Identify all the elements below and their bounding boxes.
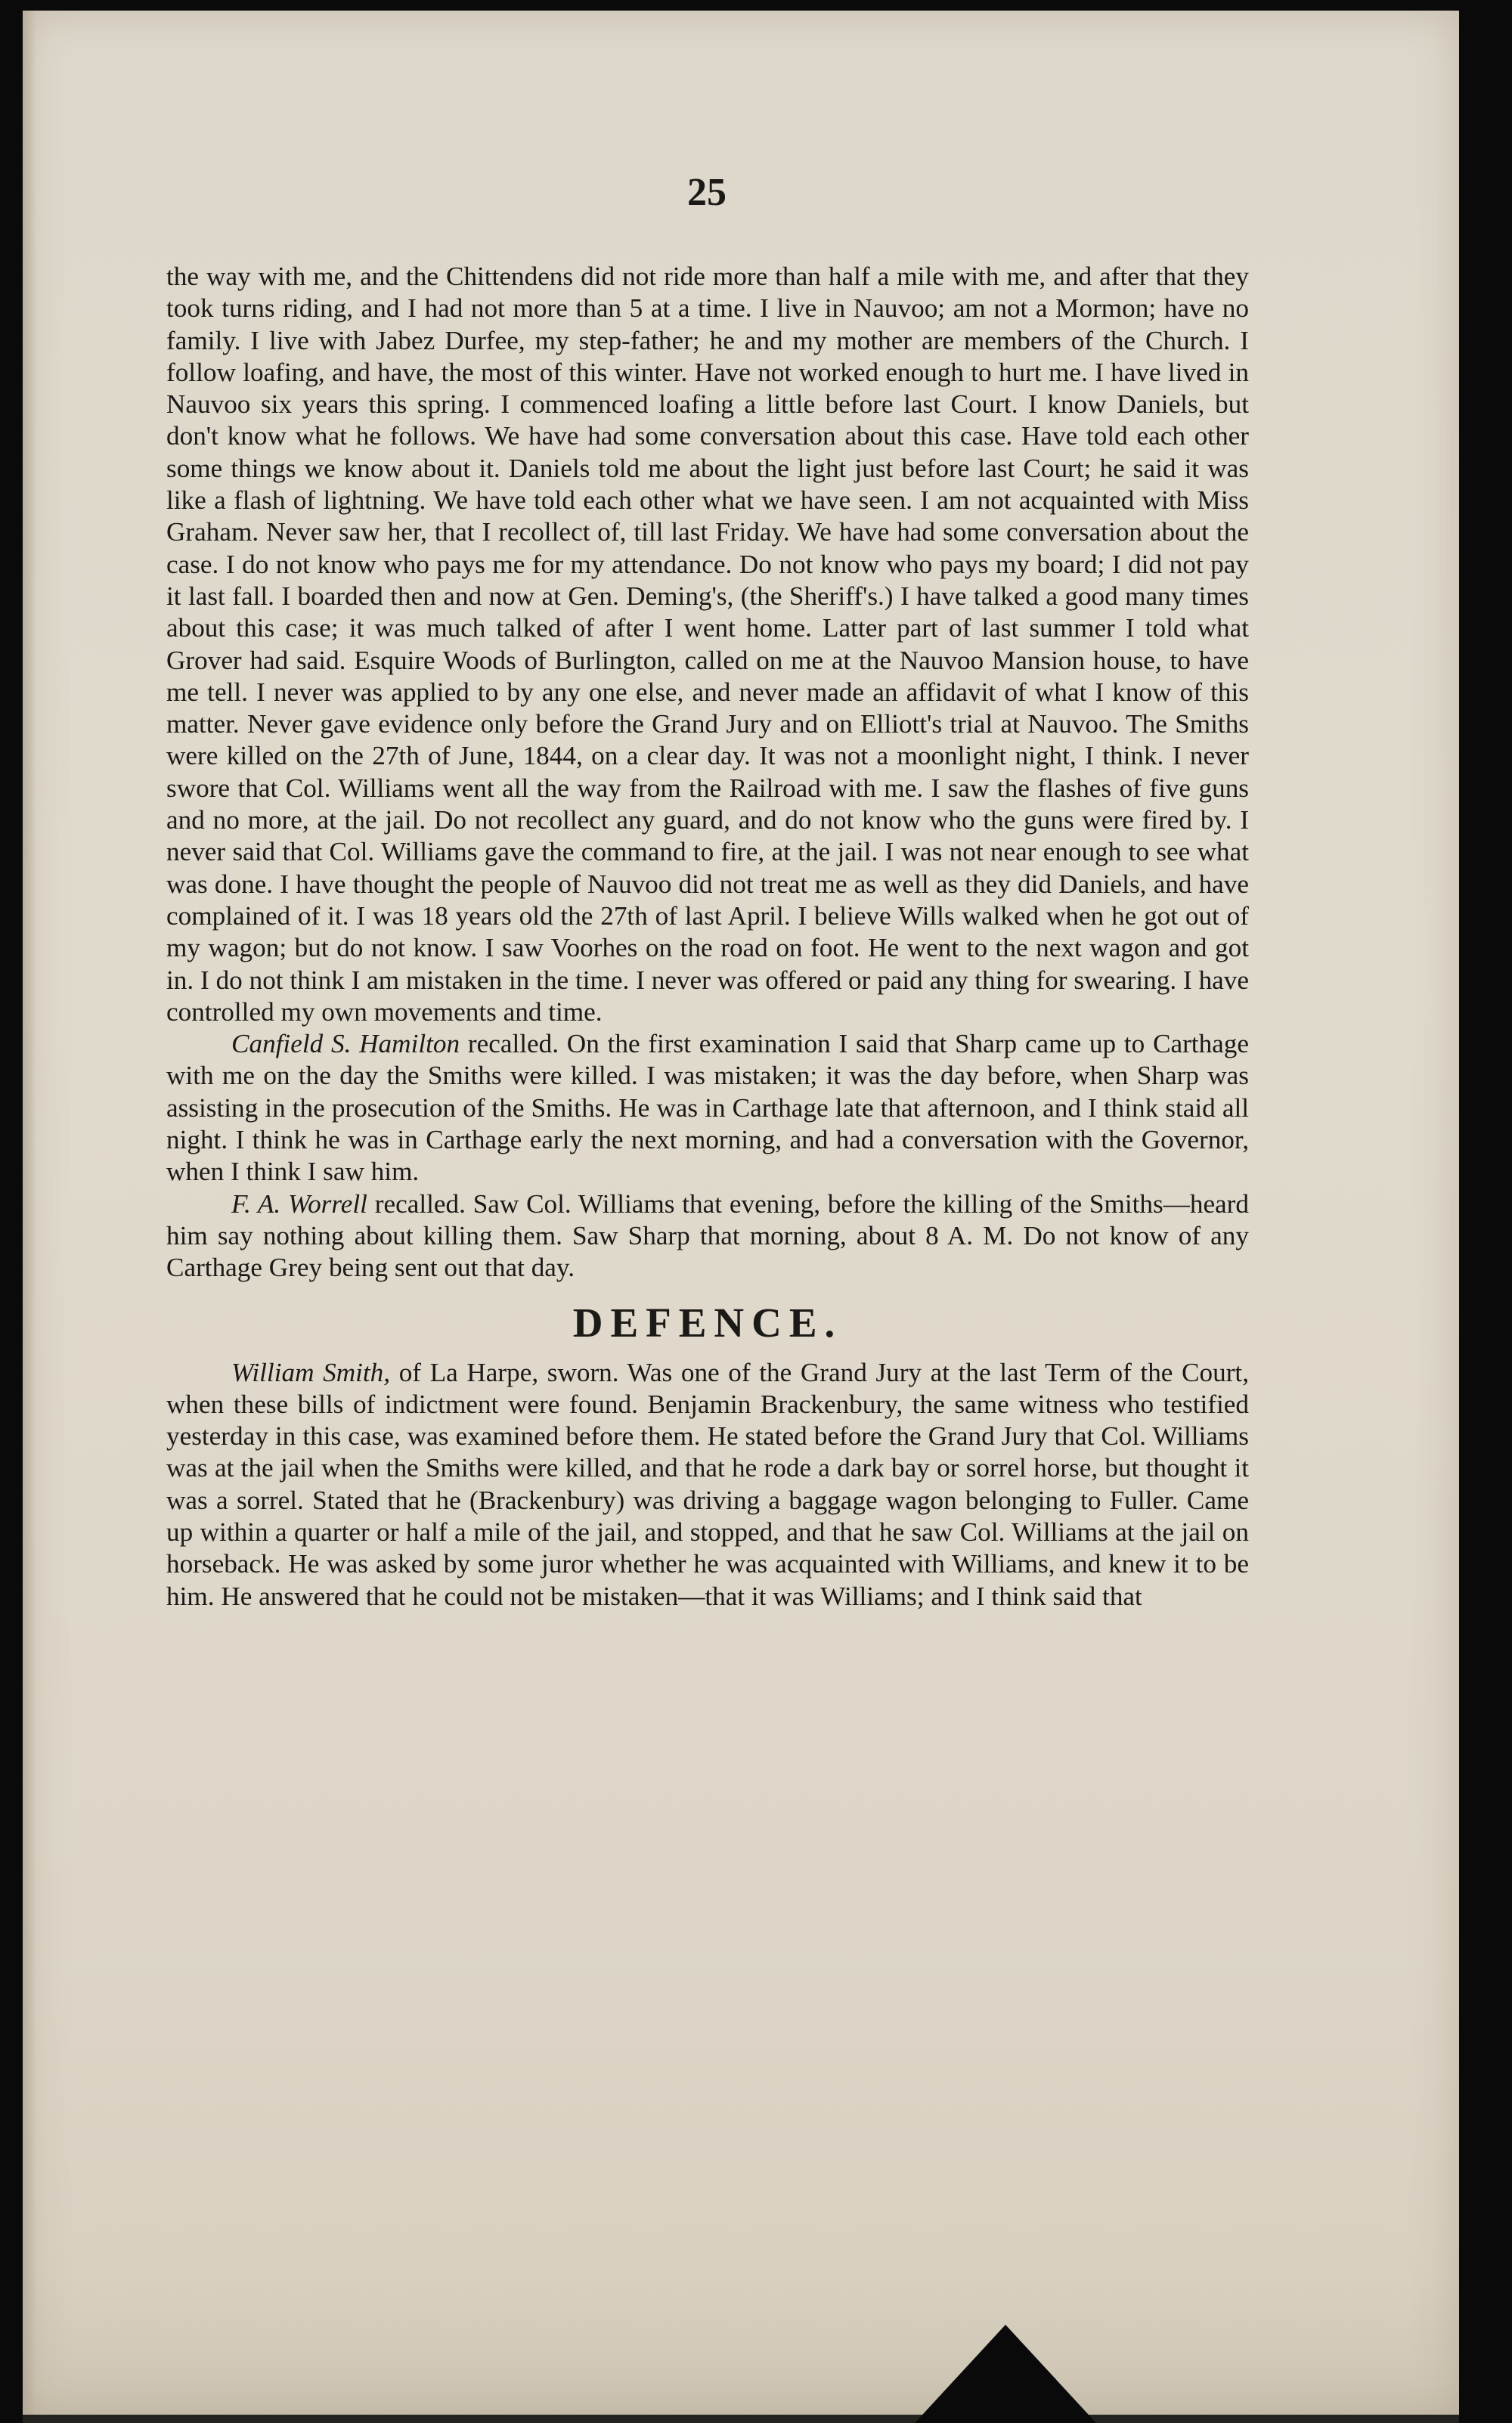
page-number: 25: [687, 171, 727, 214]
witness-name: William Smith,: [231, 1357, 391, 1387]
section-heading-defence: DEFENCE.: [572, 1299, 843, 1346]
paragraph-text: the way with me, and the Chittendens did not ride more than half a mile with me, and after that they took turns riding, and I had not more than 5 at a time. I live in Nauvoo; am not a Mormon; have no family. I live with Jabez Durfee, my step-father; he and my mother are members of the Church. I follow loafing, and have, the most of this winter. Have not worked enough to hurt me. I have lived in Nauvoo six years this spring. I commenced loafing a little before last Court. I know Daniels, but don't know what he follows. We have had some conversation about this case. Have told each other some things we know about it. Daniels told me about the light just before last Court; he said it was like a flash of lightning. We have told each other what we have seen. I am not acquainted with Miss Graham. Never saw her, that I recollect of, till last Friday. We have had some conversation about the case. I do not know who pays me for my attendance. Do not know who pays my board; I did not pay it last fall. I boarded then and now at Gen. Deming's, (the Sheriff's.) I have talked a good many times about this case; it was much talked of after I went home. Latter part of last summer I told what Grover had said. Esquire Woods of Burlington, called on me at the Nauvoo Mansion house, to have me tell. I never was applied to by any one else, and never made an affidavit of what I know of this matter. Never gave evidence only before the Grand Jury and on Elliott's trial at Nauvoo. The Smiths were killed on the 27th of June, 1844, on a clear day. It was not a moonlight night, I think. I never swore that Col. Williams went all the way from the Railroad with me. I saw the flashes of five guns and no more, at the jail. Do not recollect any guard, and do not know who the guns were fired by. I never said that Col. Williams gave the command to fire, at the jail. I was not near enough to see what was done. I have thought the people of Nauvoo did not treat me as well as they did Daniels, and have complained of it. I was 18 years old the 27th of last April. I believe Wills walked when he got out of my wagon; but do not know. I saw Voorhes on the road on foot. He went to the next wagon and got in. I do not think I am mistaken in the time. I never was offered or paid any thing for swearing. I have controlled my own movements and time.: [166, 262, 1249, 1027]
paragraph-text: recalled. On the first examination I said that Sharp came up to Carthage with me on the day the Smiths were killed. I was mistaken; it was the day before, when Sharp was assisting in the prosecution of the Smiths. He was in Carthage late that afternoon, and I think staid all night. I think he was in Carthage early the next morning, and had a conversation with the Governor, when I think I saw him.: [166, 1029, 1249, 1187]
paper-edge-shadow: [23, 11, 36, 2415]
witness-name: F. A. Worrell: [231, 1188, 367, 1219]
paragraph-text: of La Harpe, sworn. Was one of the Grand Jury at the last Term of the Court, when these bills of indictment were found. Benjamin Brackenbury, the same witness who testified yesterday in this case, was examined before them. He stated before the Grand Jury that Col. Williams was at the jail when the Smiths were killed, and that he rode a dark bay or sorrel horse, but thought it was a sorrel. Stated that he (Brackenbury) was driving a baggage wagon belonging to Fuller. Came up within a quarter or half a mile of the jail, and stopped, and that he saw Col. Williams at the jail on horseback. He was asked by some juror whether he was acquainted with Williams, and knew it to be him. He answered that he could not be mistaken—that it was Williams; and I think said that: [166, 1357, 1249, 1611]
body-text: [166, 261, 1249, 1613]
paragraph-continuation: [166, 261, 1249, 1028]
paragraph-william-smith: [166, 1357, 1249, 1613]
paragraph-worrell: [166, 1188, 1249, 1284]
torn-notch: [915, 2325, 1096, 2423]
paragraph-text: recalled. Saw Col. Williams that evening, before the killing of the Smiths—heard him say nothing about killing them. Saw Sharp that morning, about 8 A. M. Do not know of any Carthage Grey being sent out that day.: [166, 1188, 1249, 1283]
paper-bottom-wear: [23, 2272, 1459, 2423]
paragraph-hamilton: [166, 1028, 1249, 1188]
witness-name: Canfield S. Hamilton: [231, 1029, 460, 1059]
